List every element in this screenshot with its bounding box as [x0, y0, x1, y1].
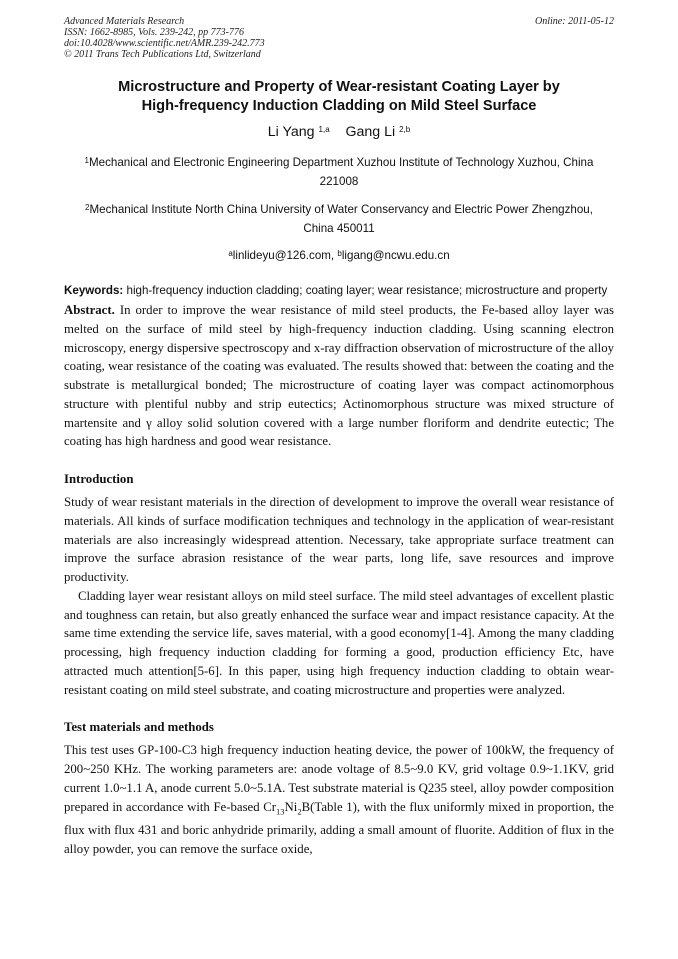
online-date: Online: 2011-05-12	[535, 16, 614, 27]
copyright-line: © 2011 Trans Tech Publications Ltd, Switzerland	[64, 49, 261, 60]
keywords-label: Keywords:	[64, 284, 124, 297]
methods-paragraph-1	[64, 741, 614, 858]
affiliation-1	[64, 153, 614, 191]
journal-header	[64, 16, 614, 60]
methods-text-2: B(Table 1), with the flux uniformly mixed in proportion, the flux with flux 431 and boric anhydride primarily, adding a small amount of fluorite. Addition of flux in the alloy powder, you can remove the surface oxide,	[64, 799, 614, 856]
methods-text-1: This test uses GP-100-C3 high frequency induction heating device, the power of 100kW, the frequency of 200~250 KHz. The working parameters are: anode voltage of 8.5~9.0 KV, grid voltage 0.9~1.1KV, grid current 1.0~1.1 A, anode current 5.0~5.1A. Test substrate material is Q235 steel, alloy powder composition prepared in accordance with Fe-based Cr	[64, 743, 614, 814]
aff-2-line-2: China 450011	[303, 222, 375, 235]
introduction-paragraph-2: Cladding layer wear resistant alloys on mild steel surface. The mild steel advantages of excellent plastic and toughness can retain, but also greatly enhanced the surface wear and impact resistance capacity. At the same time extending the service life, saves material, with a good economy[1-4]. Among the many cladding processing, high frequency induction cladding for forming a good, production efficiency Etc, have attracted much attention[5-6]. In this paper, using high frequency induction cladding to obtain wear-resistant coating on mild steel substrate, and coating microstructure and properties were analyzed.	[64, 588, 614, 697]
keywords-block	[64, 282, 614, 299]
abstract-text-2: alloy solid solution covered with a large number floriform and dendrite eutectic; The coating has high hardness and good wear resistance.	[64, 415, 614, 449]
introduction-heading: Introduction	[64, 472, 134, 486]
keywords-text: high-frequency induction cladding; coating layer; wear resistance; microstructure and property	[126, 284, 608, 297]
author-list	[64, 123, 614, 141]
doi-line[interactable]: doi:10.4028/www.scientific.net/AMR.239-242.773	[64, 38, 265, 49]
abstract-block	[64, 301, 614, 451]
email-b[interactable]: ligang@ncwu.edu.cn	[341, 249, 450, 262]
email-a[interactable]: linlideyu@126.com,	[232, 249, 335, 262]
aff-1-sup: 1	[84, 156, 89, 165]
affiliation-2	[64, 200, 614, 238]
title-line-1: Microstructure and Property of Wear-resistant Coating Layer by	[118, 79, 560, 95]
paper-title	[64, 78, 614, 116]
author-1-sup: 1,a	[318, 125, 330, 134]
email-b-sup: b	[337, 249, 342, 258]
author-2-sup: 2,b	[399, 125, 411, 134]
methods-heading: Test materials and methods	[64, 720, 214, 735]
cr-subscript: 13	[276, 806, 285, 817]
abstract-label: Abstract.	[64, 303, 115, 317]
author-2-name: Gang Li	[345, 124, 396, 140]
author-emails	[64, 248, 614, 264]
issn-line: ISSN: 1662-8985, Vols. 239-242, pp 773-776	[64, 27, 244, 38]
aff-2-sup: 2	[85, 203, 90, 212]
ni-subscript: 2	[297, 806, 302, 817]
abstract-text-1: In order to improve the wear resistance of mild steel products, the Fe-based alloy layer was melted on the surface of mild steel by high-frequency induction cladding. Using scanning electron microscopy, energy dispersive spectroscopy and x-ray diffraction observation of microstructure of the alloy coating, wear resistance of the coating was evaluated. The results showed that: between the coating and the substrate is metallurgical bonded; The microstructure of coating layer was compact actinomorphous structure with plentiful nubby and strip eutectics; Actinomorphous structure was mixed structure of martensite and	[64, 303, 614, 430]
introduction-paragraph-1: Study of wear resistant materials in the direction of development to improve the overall wear resistance of materials. All kinds of surface modification techniques and technology in the application of wear-resistant materials are also increasingly widespread attention. Necessary, take appropriate surface treatment can improve the surface abrasion resistance of the wear parts, long life, save resources and improve productivity.	[64, 495, 614, 584]
aff-2-line-1: Mechanical Institute North China University of Water Conservancy and Electric Power Zhengzhou,	[89, 203, 593, 216]
aff-1-line-1: Mechanical and Electronic Engineering Department Xuzhou Institute of Technology Xuzhou, China	[89, 156, 594, 169]
email-a-sup: a	[228, 249, 233, 258]
gamma-symbol: γ	[146, 415, 152, 430]
journal-name: Advanced Materials Research	[64, 16, 185, 27]
aff-1-line-2: 221008	[319, 175, 359, 188]
author-1-name: Li Yang	[267, 124, 315, 140]
title-line-2: High-frequency Induction Cladding on Mild Steel Surface	[141, 98, 537, 114]
ni-symbol: Ni	[284, 799, 298, 814]
